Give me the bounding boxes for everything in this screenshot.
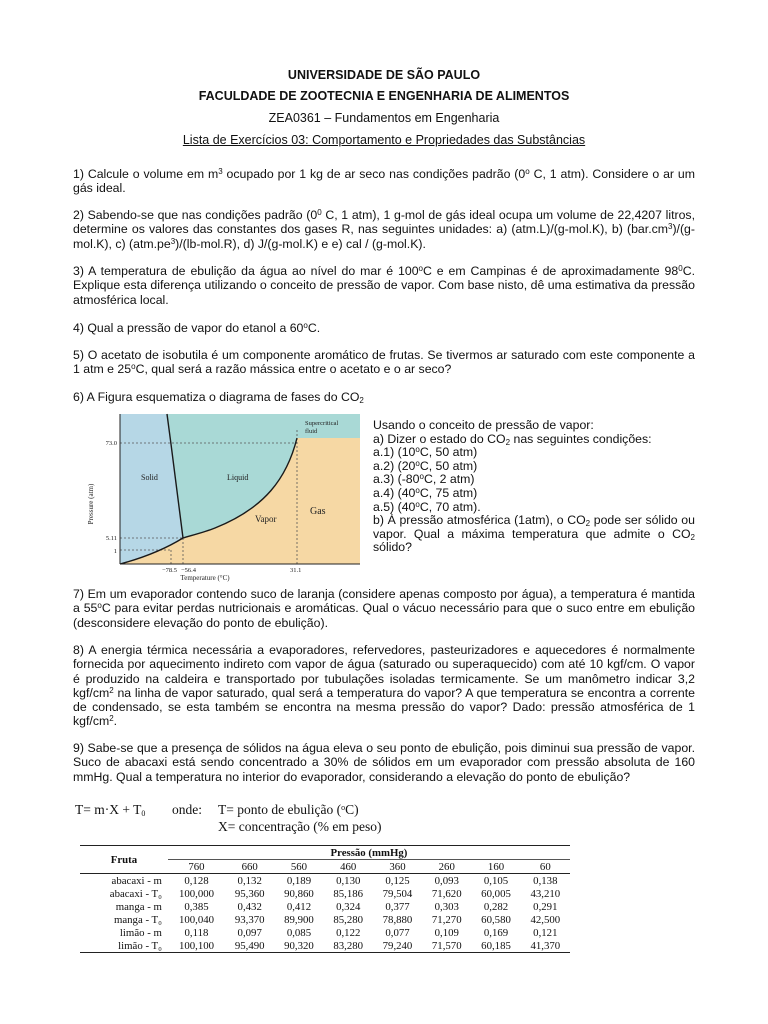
table-cell: 43,210 (530, 887, 561, 900)
q6-item-4 (373, 487, 695, 501)
q6-item-2-sup: o (415, 458, 420, 468)
q7-sup-1: o (97, 601, 102, 611)
x-tick-minus-78-5: −78.5 (162, 567, 178, 574)
pressure-header-cell: 660 (225, 860, 274, 874)
pressure-header-cell: 160 (471, 860, 520, 874)
pressure-header-cell: 60 (521, 860, 570, 874)
table-row (80, 913, 570, 926)
formula-def-t-text-b: C) (345, 802, 359, 817)
table-cell: 93,370 (234, 913, 265, 926)
table-row-label: limão - m (119, 926, 162, 939)
table-cell: 0,085 (286, 926, 312, 939)
q7-text-b: C para evitar perdas nutricionais e aromáticas. Qual o vácuo necessário para que o suco entre em ebulição (desconsidere elevação do ponto de ebulição). (73, 601, 695, 630)
table-row-label: abacaxi - T₀ (109, 887, 162, 900)
q3-sup-1: o (418, 264, 423, 273)
q6-item-1-sup: o (415, 445, 420, 455)
supercritical-label-line1: Supercritical (305, 420, 339, 427)
q2-text-d: )/(lb-mol.R), d) J/(g-mol.K) e e) cal / (g-mol.K). (175, 236, 426, 251)
table-cell: 42,500 (530, 913, 561, 926)
table-cell: 0,291 (533, 900, 558, 913)
pressure-header-cell: 460 (324, 860, 373, 874)
supercritical-label-line2: fluid (305, 428, 318, 435)
table-cell: 95,490 (225, 939, 274, 953)
q6-item-4-pre: a.4) (40 (373, 485, 416, 500)
q3-text-c: C. Explique esta diferença utilizando o conceito de pressão de vapor. Com base nisto, dê uma estimativa da pressão atmosférica local. (73, 264, 695, 307)
q6-part-b-text-b: pode ser sólido ou vapor. Qual a máxima temperatura que admite o CO (373, 513, 695, 541)
question-8 (73, 643, 695, 729)
table-cell: 0,385 (184, 900, 209, 913)
pressure-header-cell: 560 (274, 860, 323, 874)
table-cell: 85,186 (333, 887, 364, 900)
q4-text-a: 4) Qual a pressão de vapor do etanol a 60 (73, 321, 304, 335)
question-4 (73, 321, 695, 335)
q2-sup-1: 0 (317, 208, 322, 217)
table-cell: 0,105 (483, 874, 509, 887)
table-row (80, 926, 570, 939)
table-row (80, 887, 570, 900)
q4-text-b: C. (307, 321, 321, 335)
formula-def-t-sup: o (341, 803, 346, 812)
q2-text-b: C, 1 atm), 1 g-mol de gás ideal ocupa um volume de 22,4207 litros, determine os valores das constantes dos gases R, nas seguintes unidades: a) (atm.L)/(g-mol.K), b) (bar.cm (73, 208, 695, 237)
q2-sup-3: 3 (170, 236, 176, 246)
faculty-title: FACULDADE DE ZOOTECNIA E ENGENHARIA DE ALIMENTOS (198, 89, 570, 103)
q6-intro-sub: 2 (359, 396, 364, 405)
formula-onde: onde: (172, 802, 202, 817)
question-7 (73, 587, 695, 630)
table-cell: 0,077 (385, 926, 410, 939)
table-cell: 0,377 (385, 900, 410, 913)
q1-sup-1: 3 (218, 167, 223, 176)
co2-phase-diagram (75, 408, 367, 583)
q1-text-c: C, 1 atm). Considere o ar um gás ideal. (73, 167, 695, 196)
table-cell: 100,040 (178, 913, 215, 926)
table-cell: 60,185 (471, 939, 520, 953)
formula-expression (75, 802, 145, 818)
q6-item-5-post: C, 70 atm). (419, 499, 481, 514)
q6-item-2 (373, 460, 695, 474)
q3-sup-2: 0 (678, 264, 683, 273)
table-cell: 79,504 (382, 887, 413, 900)
table-cell: 0,097 (237, 926, 262, 939)
table-cell: 71,570 (422, 939, 471, 953)
table-cell: 85,280 (333, 913, 364, 926)
q3-text-b: C e em Campinas é de aproximadamente 98 (422, 264, 679, 278)
boiling-point-table (80, 845, 570, 953)
solid-label: Solid (141, 473, 158, 482)
q6-item-4-post: C, 75 atm) (419, 485, 478, 500)
q2-text-a: 2) Sabendo-se que nas condições padrão (0 (73, 208, 318, 222)
y-axis-label: Pressure (atm) (87, 483, 95, 525)
q6-item-1-post: C, 50 atm) (419, 445, 478, 460)
table-row-label: abacaxi - m (111, 874, 162, 887)
q6-part-a-sub: 2 (505, 437, 511, 447)
pressure-header-cell: 360 (373, 860, 422, 874)
q6-item-1 (373, 446, 695, 460)
table-cell: 0,109 (434, 926, 459, 939)
q6-item-3 (373, 473, 695, 487)
table-body (80, 874, 570, 953)
table-row (80, 900, 570, 913)
q5-text-b: C, qual será a razão mássica entre o acetato e o ar seco? (135, 362, 452, 377)
vapor-label: Vapor (255, 514, 277, 524)
table-row-label: limão - T₀ (80, 939, 168, 953)
q6-item-3-post: C, 2 atm) (423, 472, 475, 487)
question-1 (73, 167, 695, 196)
q6-item-4-sup: o (415, 485, 420, 495)
q6-part-b-text-c: sólido? (373, 540, 412, 555)
table-cell: 89,900 (284, 913, 314, 926)
q6-part-b-sub: 2 (585, 519, 591, 529)
x-tick-minus-56-4: −56.4 (181, 567, 197, 574)
q5-sup-1: o (131, 362, 136, 372)
q1-text-b: ocupado por 1 kg de ar seco nas condições padrão (0 (222, 167, 526, 181)
table-row (80, 874, 570, 888)
formula-def-x: X= concentração (% em peso) (218, 819, 382, 834)
pressure-header-cell: 760 (168, 860, 225, 874)
table-cell: 78,880 (382, 913, 413, 926)
formula-expr-sub: 0 (141, 809, 146, 818)
q8-text-c: . (113, 714, 118, 729)
q6-part-b (373, 514, 695, 555)
course-title: ZEA0361 – Fundamentos em Engenharia (268, 111, 500, 125)
table-cell: 0,093 (434, 874, 459, 887)
q8-text-b: na linha de vapor saturado, qual será a temperatura do vapor? A que temperatura se encontra a corrente de condensado, se esta também se encontra na mesma pressão do vapor? Dado: pressão atmosférica de 1 kgf/cm (73, 685, 695, 729)
question-9: 9) Sabe-se que a presença de sólidos na água eleva o seu ponto de ebulição, pois diminui sua pressão de vapor. Suco de abacaxi está sendo concentrado a 30% de sólidos em um evaporador com pressão absoluta de 160 mmHg. Qual a temperatura no interior do evaporador, considerando a elevação do ponto de ebulição? (73, 741, 695, 784)
q6-part-a-text-b: nas seguintes condições: (510, 431, 652, 446)
q7-text-a: 7) Em um evaporador contendo suco de laranja (considere apenas composto por água), a temperatura é mantida a 55 (73, 587, 695, 616)
liquid-label: Liquid (227, 473, 249, 482)
table-cell: 0,121 (533, 926, 558, 939)
q3-text-a: 3) A temperatura de ebulição da água ao nível do mar é 100 (73, 264, 419, 278)
list-title (0, 133, 768, 147)
table-cell: 100,100 (168, 939, 225, 953)
table-row-label: manga - m (115, 900, 162, 913)
q1-text-a: 1) Calcule o volume em m (73, 167, 219, 181)
q5-text-a: 5) O acetato de isobutila é um componente aromático de frutas. Se tivermos ar saturado com este componente a 1 atm e 25 (73, 348, 695, 377)
university-title: UNIVERSIDADE DE SÃO PAULO (287, 68, 481, 82)
q6-item-5-sup: o (415, 499, 420, 509)
y-tick-73: 73.0 (105, 440, 117, 447)
table-cell: 60,005 (481, 887, 511, 900)
formula-def-t (218, 802, 359, 818)
q6-part-a (373, 433, 695, 447)
table-cell: 60,580 (481, 913, 511, 926)
q8-text-a: 8) A energia térmica necessária a evaporadores, refervedores, pasteurizadores e aquecedores é normalmente fornecida por aquecimento indireto com vapor de água (saturado ou superaquecido) com até 10 kgf/cm. O vapor é produzido na caldeira e transportado por tubulações isoladas termicamente. Se um manômetro indicar 3,2 kgf/cm (73, 643, 695, 700)
q6-part-b-sub-2: 2 (690, 532, 695, 542)
q6-part-b-text: b) À pressão atmosférica (1atm), o CO (373, 513, 586, 528)
pressure-header-cell: 260 (422, 860, 471, 874)
q2-text-c: )/(g-mol.K), c) (atm.pe (73, 222, 695, 251)
table-cell: 100,000 (178, 887, 215, 900)
table-cell: 0,130 (336, 874, 361, 887)
table-cell: 0,138 (533, 874, 558, 887)
q6-intro-text: 6) A Figura esquematiza o diagrama de fases do CO (73, 390, 360, 404)
table-cell: 0,324 (336, 900, 361, 913)
q8-sup-2: 2 (109, 714, 114, 724)
q6-part-a-text: a) Dizer o estado do CO (373, 431, 506, 446)
table-row-label: manga - T₀ (113, 913, 162, 926)
q6-item-2-pre: a.2) (20 (373, 458, 416, 473)
table-cell: 90,320 (274, 939, 323, 953)
table-cell: 0,132 (237, 874, 262, 887)
table-cell: 41,370 (521, 939, 570, 953)
q6-item-5-pre: a.5) (40 (373, 499, 416, 514)
table-cell: 95,360 (234, 887, 265, 900)
table-header-fruta: Fruta (80, 846, 168, 874)
question-3 (73, 264, 695, 307)
table-header-pressao: Pressão (mmHg) (168, 846, 570, 860)
table-cell: 0,169 (483, 926, 509, 939)
q6-item-3-pre: a.3) (-80 (373, 472, 420, 487)
x-tick-31-1: 31.1 (290, 567, 302, 574)
table-cell: 0,432 (237, 900, 262, 913)
table-cell: 0,128 (184, 874, 209, 887)
table-header-row (80, 846, 570, 860)
formula-def-t-text: T= ponto de ebulição ( (218, 802, 342, 817)
table-cell: 71,270 (431, 913, 462, 926)
table-cell: 79,240 (373, 939, 422, 953)
question-5 (73, 348, 695, 377)
question-6-intro (73, 390, 695, 404)
q6-item-1-pre: a.1) (10 (373, 445, 416, 460)
x-axis-label: Temperature (°C) (180, 574, 230, 582)
q8-sup-1: 2 (109, 685, 114, 695)
table-cell: 0,122 (336, 926, 361, 939)
y-tick-1: 1 (113, 548, 117, 555)
formula-expr-text: T= m·X + T (75, 802, 142, 817)
table-cell: 0,412 (286, 900, 312, 913)
list-title-text: Lista de Exercícios 03: Comportamento e Propriedades das Substâncias (182, 133, 586, 147)
phase-diagram-svg (75, 408, 367, 583)
q4-sup-1: o (303, 321, 308, 330)
table-cell: 0,118 (184, 926, 209, 939)
question-6-text (373, 419, 695, 555)
table-cell: 90,860 (284, 887, 314, 900)
table-cell: 0,189 (286, 874, 312, 887)
q2-sup-2: 3 (668, 222, 673, 232)
y-tick-5-11: 5.11 (105, 535, 117, 542)
table-cell: 0,303 (434, 900, 459, 913)
q6-lead: Usando o conceito de pressão de vapor: (373, 418, 594, 432)
boiling-point-formula (75, 802, 495, 838)
gas-label: Gas (310, 506, 326, 517)
table-cell: 71,620 (431, 887, 462, 900)
q1-sup-2: o (525, 167, 530, 176)
q6-item-2-post: C, 50 atm) (419, 458, 478, 473)
table-cell: 83,280 (324, 939, 373, 953)
table-cell: 0,282 (483, 900, 509, 913)
table-cell: 0,125 (385, 874, 410, 887)
table-row (80, 939, 570, 953)
q6-item-3-sup: o (419, 472, 424, 482)
question-2 (73, 208, 695, 251)
